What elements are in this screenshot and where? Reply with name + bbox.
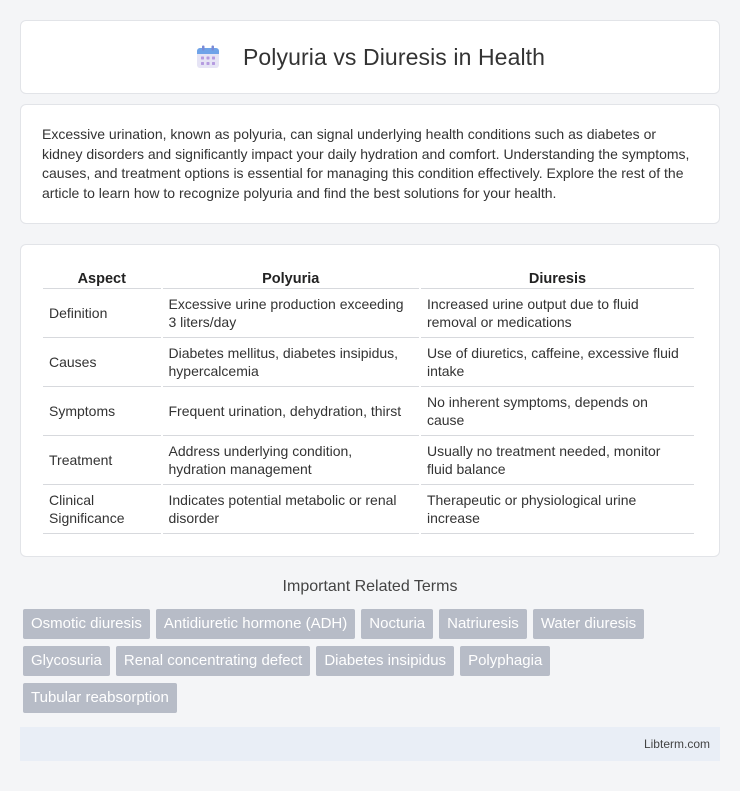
cell-polyuria: Address underlying condition, hydration management	[163, 436, 419, 485]
cell-diuresis: No inherent symptoms, depends on cause	[421, 387, 694, 436]
table-header-row	[43, 265, 694, 289]
intro-card	[20, 104, 720, 224]
table-row	[43, 338, 694, 387]
related-terms-list	[23, 609, 703, 713]
cell-aspect: Definition	[43, 289, 161, 338]
cell-aspect: Clinical Significance	[43, 485, 161, 534]
related-term-tag[interactable]: Antidiuretic hormone (ADH)	[156, 609, 355, 639]
header-inner	[195, 44, 545, 71]
related-terms-title: Important Related Terms	[282, 578, 458, 595]
table-row	[43, 387, 694, 436]
footer-brand-link[interactable]: Libterm.com	[643, 737, 710, 751]
related-term-tag[interactable]: Diabetes insipidus	[316, 646, 454, 676]
cell-polyuria: Indicates potential metabolic or renal disorder	[163, 485, 419, 534]
related-term-tag[interactable]: Natriuresis	[439, 609, 527, 639]
comparison-table	[41, 265, 696, 534]
header-card	[20, 20, 720, 94]
header-aspect: Aspect	[43, 265, 161, 289]
cell-polyuria: Diabetes mellitus, diabetes insipidus, hypercalcemia	[163, 338, 419, 387]
related-term-tag[interactable]: Water diuresis	[533, 609, 644, 639]
table-row	[43, 289, 694, 338]
cell-aspect: Symptoms	[43, 387, 161, 436]
comparison-table-card	[20, 244, 720, 557]
cell-aspect: Causes	[43, 338, 161, 387]
cell-polyuria: Frequent urination, dehydration, thirst	[163, 387, 419, 436]
table-row	[43, 485, 694, 534]
page-title: Polyuria vs Diuresis in Health	[242, 43, 546, 70]
footer	[20, 727, 720, 761]
related-term-tag[interactable]: Nocturia	[361, 609, 433, 639]
cell-aspect: Treatment	[43, 436, 161, 485]
cell-diuresis: Therapeutic or physiological urine increase	[421, 485, 694, 534]
cell-diuresis: Use of diuretics, caffeine, excessive fluid intake	[421, 338, 694, 387]
cell-diuresis: Increased urine output due to fluid removal or medications	[421, 289, 694, 338]
cell-polyuria: Excessive urine production exceeding 3 liters/day	[163, 289, 419, 338]
header-polyuria: Polyuria	[163, 265, 419, 289]
related-term-tag[interactable]: Polyphagia	[460, 646, 550, 676]
table-row	[43, 436, 694, 485]
related-term-tag[interactable]: Renal concentrating defect	[116, 646, 310, 676]
related-term-tag[interactable]: Osmotic diuresis	[23, 609, 150, 639]
header-diuresis: Diuresis	[421, 265, 694, 289]
cell-diuresis: Usually no treatment needed, monitor fluid balance	[421, 436, 694, 485]
intro-text: Excessive urination, known as polyuria, can signal underlying health conditions such as diabetes or kidney disorders and significantly impact your daily hydration and comfort. Understanding the symptoms, causes, and treatment options is essential for managing this condition effectively. Explore the rest of the article to learn how to recognize polyuria and find the best solutions for your health.	[42, 126, 690, 201]
related-term-tag[interactable]: Tubular reabsorption	[23, 683, 177, 713]
related-term-tag[interactable]: Glycosuria	[23, 646, 110, 676]
calendar-icon	[195, 44, 221, 70]
